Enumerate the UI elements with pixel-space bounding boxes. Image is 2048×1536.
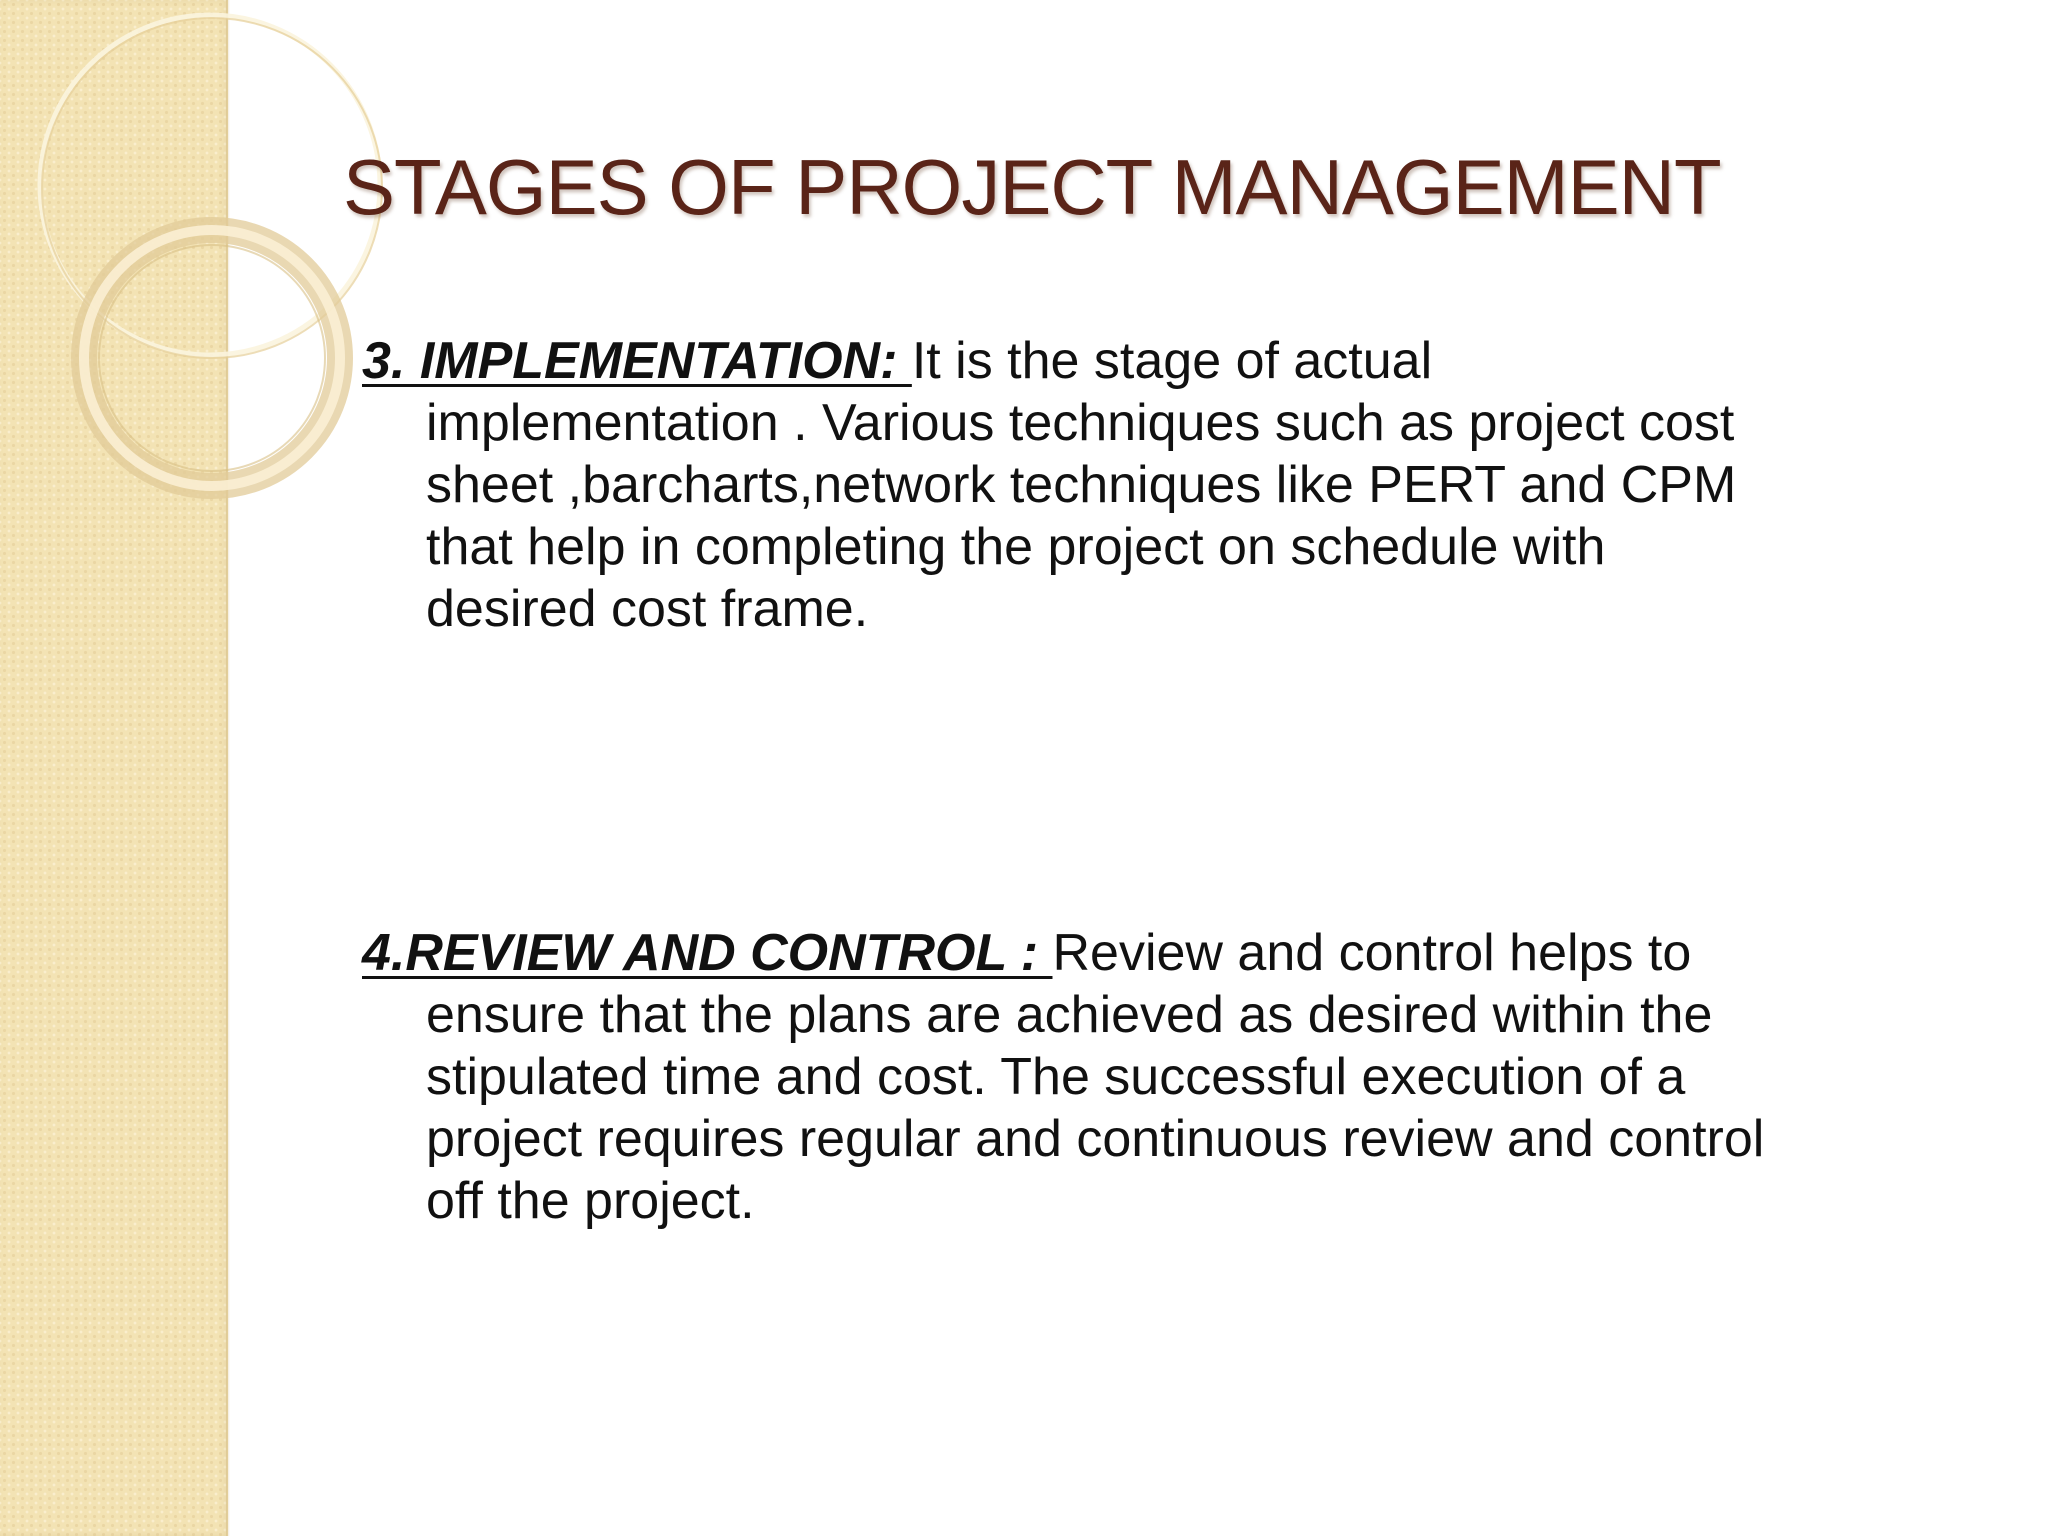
stage-first-line: [362, 922, 1942, 984]
stage-review-and-control: [362, 922, 1942, 1232]
stage-text-line: stipulated time and cost. The successful execution of a: [426, 1048, 1686, 1106]
stage-text-line: desired cost frame.: [426, 580, 869, 638]
stage-heading: 3. IMPLEMENTATION:: [362, 332, 912, 390]
stage-first-line: [362, 330, 1942, 392]
stage-text-line: project requires regular and continuous review and control: [426, 1110, 1765, 1168]
stage-heading: 4.REVIEW AND CONTROL :: [362, 924, 1053, 982]
stage-text-line: that help in completing the project on schedule with: [426, 518, 1606, 576]
stage-text-line: ensure that the plans are achieved as desired within the: [426, 986, 1713, 1044]
slide-title: STAGES OF PROJECT MANAGEMENT: [343, 143, 1721, 231]
stage-text-line: sheet ,barcharts,network techniques like PERT and CPM: [426, 456, 1737, 514]
stage-text-line: Review and control helps to: [1052, 924, 1692, 982]
stage-text-line: It is the stage of actual: [911, 332, 1433, 390]
stage-implementation: [362, 330, 1942, 640]
stage-text-line: implementation . Various techniques such as project cost: [426, 394, 1735, 452]
decorative-rings-graphic: [0, 0, 420, 520]
stage-text-line: off the project.: [426, 1172, 755, 1230]
